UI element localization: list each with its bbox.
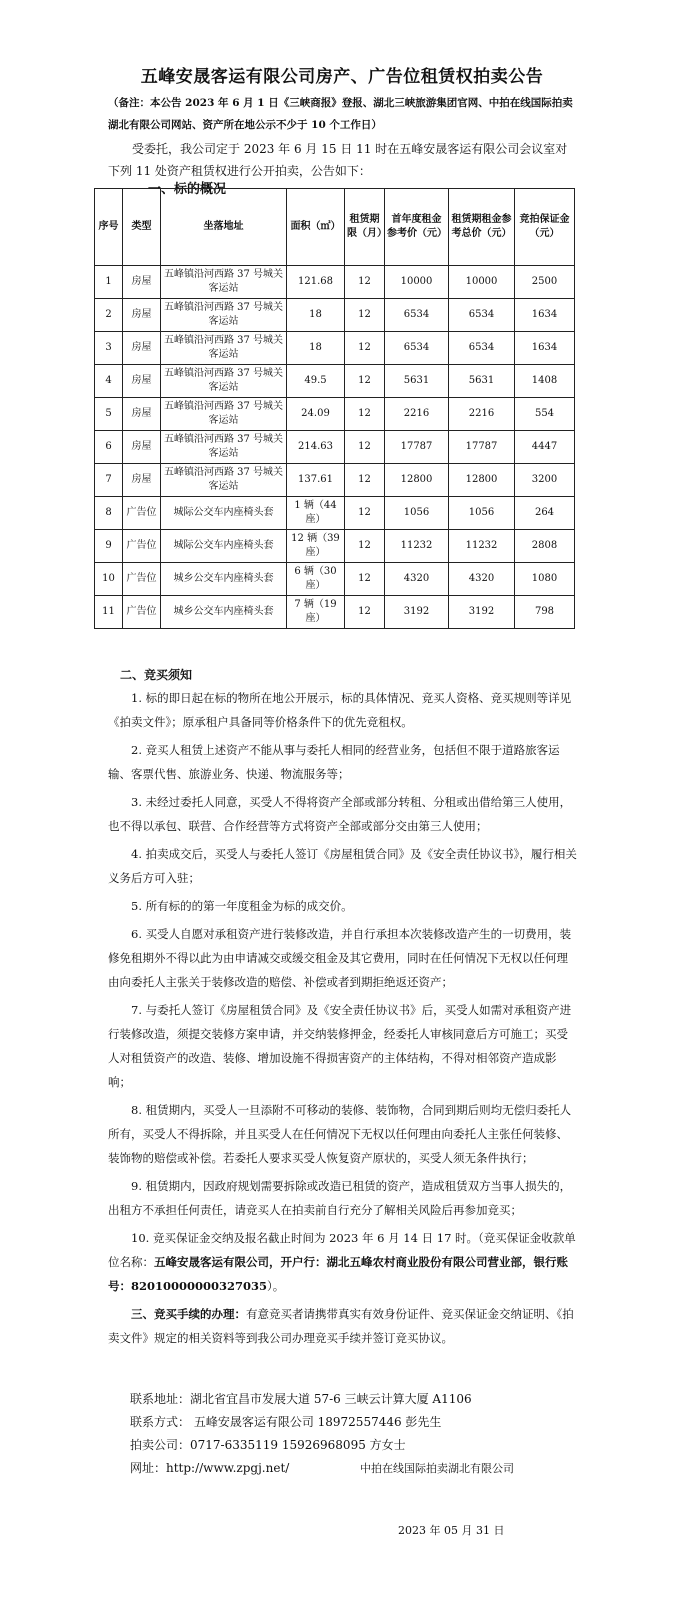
rule-2: 2. 竞买人租赁上述资产不能从事与委托人相同的经营业务，包括但不限于道路旅客运输、客票代售、旅游业务、快递、物流服务等； — [108, 743, 560, 781]
section-3-title: 三、竞买手续的办理： — [131, 1307, 246, 1321]
cell-term: 12 — [345, 266, 385, 299]
cell-term: 12 — [345, 497, 385, 530]
cell-term: 12 — [345, 365, 385, 398]
cell-deposit: 4447 — [515, 431, 575, 464]
cell-total-rent: 17787 — [449, 431, 515, 464]
rule-8: 8. 租赁期内，买受人一旦添附不可移动的装修、装饰物，合同到期后则均无偿归委托人所有，买受人不得拆除，并且买受人在任何情况下无权以任何理由向委托人主张任何装修、装饰物的赔偿或补偿。若委托人要求买受人恢复资产原状的，买受人须无条件执行； — [108, 1103, 572, 1165]
section-3-text: 有意竞买者请携带真实有效身份证件、竞买保证金交纳证明、《拍卖文件》规定的相关资料等到我公司办理竞买手续并签订竞买协议。 — [108, 1307, 574, 1345]
cell-total-rent: 6534 — [449, 332, 515, 365]
header-term: 租赁期限（月） — [345, 189, 385, 266]
cell-area: 6 辆（30 座） — [287, 563, 345, 596]
cell-term: 12 — [345, 464, 385, 497]
cell-total-rent: 1056 — [449, 497, 515, 530]
contact-address: 联系地址：湖北省宜昌市发展大道 57-6 三峡云计算大厦 A1106 — [130, 1392, 472, 1406]
cell-deposit: 554 — [515, 398, 575, 431]
cell-area: 214.63 — [287, 431, 345, 464]
cell-area: 12 辆（39 座） — [287, 530, 345, 563]
cell-address: 五峰镇沿河西路 37 号城关客运站 — [161, 431, 287, 464]
cell-deposit: 1634 — [515, 332, 575, 365]
cell-index: 2 — [95, 299, 123, 332]
cell-deposit: 1634 — [515, 299, 575, 332]
cell-deposit: 798 — [515, 596, 575, 629]
cell-term: 12 — [345, 398, 385, 431]
cell-first-year-rent: 1056 — [385, 497, 449, 530]
rule-7: 7. 与委托人签订《房屋租赁合同》及《安全责任协议书》后，买受人如需对承租资产进行装修改造，须提交装修方案申请，并交纳装修押金，经委托人审核同意后方可施工；买受人对租赁资产的改造、装修、增加设施不得损害资产的主体结构，不得对相邻资产造成影响； — [108, 1003, 572, 1089]
cell-index: 1 — [95, 266, 123, 299]
table-row — [95, 497, 575, 530]
cell-term: 12 — [345, 596, 385, 629]
table-row — [95, 563, 575, 596]
cell-deposit: 2808 — [515, 530, 575, 563]
cell-deposit: 1408 — [515, 365, 575, 398]
notice-remark: （备注：本公告 2023 年 6 月 1 日《三峡商报》登报、湖北三峡旅游集团官网、中拍在线国际拍卖湖北有限公司网站、资产所在地公示不少于 10 个工作日） — [108, 97, 573, 131]
cell-area: 49.5 — [287, 365, 345, 398]
cell-total-rent: 6534 — [449, 299, 515, 332]
cell-type: 广告位 — [123, 530, 161, 563]
cell-index: 9 — [95, 530, 123, 563]
cell-type: 广告位 — [123, 563, 161, 596]
rule-1: 1. 标的即日起在标的物所在地公开展示，标的具体情况、竞买人资格、竞买规则等详见《拍卖文件》；原承租户具备同等价格条件下的优先竞租权。 — [108, 691, 572, 729]
table-row — [95, 299, 575, 332]
section-1-title: 一、标的概况 — [148, 182, 227, 197]
section-2-title: 二、竞买须知 — [120, 668, 193, 682]
cell-deposit: 1080 — [515, 563, 575, 596]
cell-address: 五峰镇沿河西路 37 号城关客运站 — [161, 398, 287, 431]
table-row — [95, 431, 575, 464]
lots-table — [94, 188, 575, 629]
cell-index: 8 — [95, 497, 123, 530]
cell-first-year-rent: 2216 — [385, 398, 449, 431]
rule-5: 5. 所有标的的第一年度租金为标的成交价。 — [131, 899, 353, 913]
cell-type: 房屋 — [123, 398, 161, 431]
cell-index: 7 — [95, 464, 123, 497]
cell-area: 18 — [287, 332, 345, 365]
cell-first-year-rent: 3192 — [385, 596, 449, 629]
cell-total-rent: 2216 — [449, 398, 515, 431]
cell-deposit: 3200 — [515, 464, 575, 497]
cell-area: 18 — [287, 299, 345, 332]
cell-index: 5 — [95, 398, 123, 431]
cell-term: 12 — [345, 332, 385, 365]
cell-area: 121.68 — [287, 266, 345, 299]
cell-address: 城际公交车内座椅头套 — [161, 497, 287, 530]
table-row — [95, 332, 575, 365]
cell-type: 广告位 — [123, 596, 161, 629]
header-type: 类型 — [123, 189, 161, 266]
cell-total-rent: 11232 — [449, 530, 515, 563]
rule-10-bank-info: 五峰安晟客运有限公司，开户行：湖北五峰农村商业股份有限公司营业部，银行账号：82010000000327035 — [108, 1255, 568, 1293]
cell-first-year-rent: 6534 — [385, 332, 449, 365]
table-row — [95, 596, 575, 629]
cell-total-rent: 4320 — [449, 563, 515, 596]
header-address: 坐落地址 — [161, 189, 287, 266]
cell-first-year-rent: 5631 — [385, 365, 449, 398]
cell-index: 10 — [95, 563, 123, 596]
section-3 — [108, 1302, 578, 1350]
table-row — [95, 398, 575, 431]
rule-10-prefix: 10. 竞买保证金交纳及报名截止时间为 2023 年 6 月 14 日 17 时。（竞买保证金收款单位名称： — [108, 1231, 576, 1269]
cell-address: 城际公交车内座椅头套 — [161, 530, 287, 563]
cell-area: 1 辆（44 座） — [287, 497, 345, 530]
cell-area: 137.61 — [287, 464, 345, 497]
bidding-rules — [108, 686, 578, 1354]
cell-first-year-rent: 12800 — [385, 464, 449, 497]
notice-intro: 受委托，我公司定于 2023 年 6 月 15 日 11 时在五峰安晟客运有限公司会议室对下列 11 处资产租赁权进行公开拍卖，公告如下： — [108, 142, 568, 178]
contact-auction-company: 拍卖公司：0717-6335119 15926968095 方女士 — [130, 1438, 406, 1452]
header-area: 面积（㎡） — [287, 189, 345, 266]
rule-10-suffix: ）。 — [267, 1279, 285, 1293]
cell-type: 房屋 — [123, 464, 161, 497]
cell-address: 五峰镇沿河西路 37 号城关客运站 — [161, 332, 287, 365]
cell-term: 12 — [345, 299, 385, 332]
cell-total-rent: 3192 — [449, 596, 515, 629]
footer-date: 2023 年 05 月 31 日 — [398, 1524, 505, 1537]
cell-address: 五峰镇沿河西路 37 号城关客运站 — [161, 365, 287, 398]
table-row — [95, 365, 575, 398]
rule-3: 3. 未经过委托人同意，买受人不得将资产全部或部分转租、分租或出借给第三人使用，也不得以承包、联营、合作经营等方式将资产全部或部分交由第三人使用； — [108, 795, 572, 833]
cell-type: 广告位 — [123, 497, 161, 530]
table-row — [95, 464, 575, 497]
header-deposit: 竞拍保证金（元） — [515, 189, 575, 266]
header-total-rent: 租赁期租金参考总价（元） — [449, 189, 515, 266]
cell-term: 12 — [345, 431, 385, 464]
contact-website: 网址：http://www.zpgj.net/ — [130, 1461, 290, 1475]
rule-10 — [108, 1226, 578, 1298]
cell-type: 房屋 — [123, 266, 161, 299]
table-header-row — [95, 189, 575, 266]
cell-total-rent: 5631 — [449, 365, 515, 398]
cell-area: 7 辆（19 座） — [287, 596, 345, 629]
cell-address: 五峰镇沿河西路 37 号城关客运站 — [161, 299, 287, 332]
rule-9: 9. 租赁期内，因政府规划需要拆除或改造已租赁的资产，造成租赁双方当事人损失的，出租方不承担任何责任，请竞买人在拍卖前自行充分了解相关风险后再参加竞买； — [108, 1179, 572, 1217]
notice-title: 五峰安晟客运有限公司房产、广告位租赁权拍卖公告 — [140, 67, 544, 87]
cell-index: 4 — [95, 365, 123, 398]
cell-address: 五峰镇沿河西路 37 号城关客运站 — [161, 464, 287, 497]
cell-first-year-rent: 4320 — [385, 563, 449, 596]
cell-term: 12 — [345, 563, 385, 596]
cell-type: 房屋 — [123, 431, 161, 464]
cell-address: 城乡公交车内座椅头套 — [161, 596, 287, 629]
cell-address: 五峰镇沿河西路 37 号城关客运站 — [161, 266, 287, 299]
cell-first-year-rent: 6534 — [385, 299, 449, 332]
cell-deposit: 2500 — [515, 266, 575, 299]
header-first-year-rent: 首年度租金参考价（元） — [385, 189, 449, 266]
cell-total-rent: 12800 — [449, 464, 515, 497]
contact-phone: 联系方式： 五峰安晟客运有限公司 18972557446 彭先生 — [130, 1415, 442, 1429]
cell-first-year-rent: 17787 — [385, 431, 449, 464]
rule-6: 6. 买受人自愿对承租资产进行装修改造，并自行承担本次装修改造产生的一切费用，装修免租期外不得以此为由申请减交或缓交租金及其它费用，同时在任何情况下无权以任何理由向委托人主张关于装修改造的赔偿、补偿或者到期拒绝返还资产； — [108, 927, 572, 989]
table-row — [95, 530, 575, 563]
cell-area: 24.09 — [287, 398, 345, 431]
rule-4: 4. 拍卖成交后，买受人与委托人签订《房屋租赁合同》及《安全责任协议书》，履行相关义务后方可入驻； — [108, 847, 577, 885]
cell-first-year-rent: 10000 — [385, 266, 449, 299]
header-index: 序号 — [95, 189, 123, 266]
cell-type: 房屋 — [123, 365, 161, 398]
cell-address: 城乡公交车内座椅头套 — [161, 563, 287, 596]
footer-organization: 中拍在线国际拍卖湖北有限公司 — [360, 1462, 514, 1475]
cell-term: 12 — [345, 530, 385, 563]
cell-index: 11 — [95, 596, 123, 629]
cell-type: 房屋 — [123, 332, 161, 365]
cell-index: 3 — [95, 332, 123, 365]
cell-deposit: 264 — [515, 497, 575, 530]
cell-first-year-rent: 11232 — [385, 530, 449, 563]
cell-index: 6 — [95, 431, 123, 464]
table-row — [95, 266, 575, 299]
cell-type: 房屋 — [123, 299, 161, 332]
cell-total-rent: 10000 — [449, 266, 515, 299]
